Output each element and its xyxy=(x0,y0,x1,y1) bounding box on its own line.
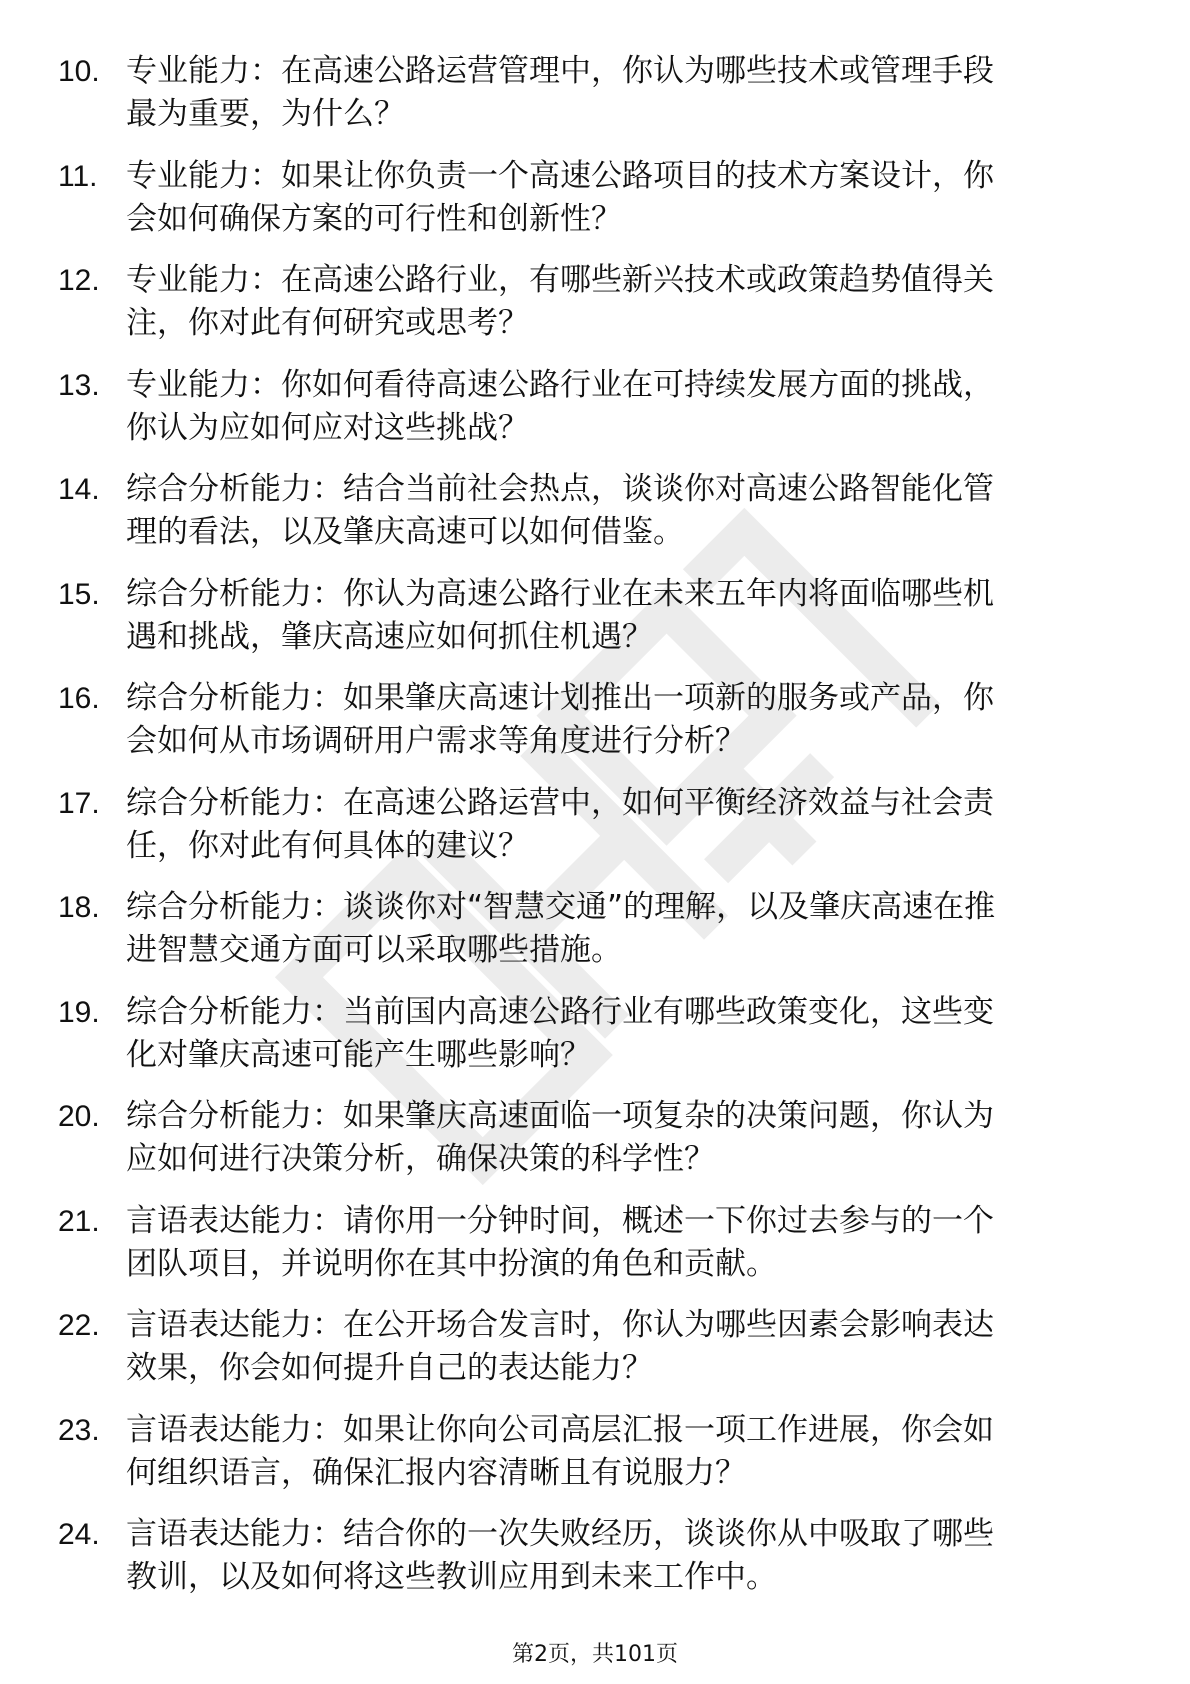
question-item xyxy=(0,1095,1190,1200)
question-item xyxy=(0,573,1190,678)
question-text xyxy=(126,991,1106,1077)
question-text-line: 你认为应如何应对这些挑战？ xyxy=(126,409,529,446)
question-text-line: 言语表达能力：在公开场合发言时，你认为哪些因素会影响表达 xyxy=(126,1307,994,1343)
question-text-line: 遇和挑战，肇庆高速应如何抓住机遇？ xyxy=(126,618,653,655)
question-text xyxy=(126,1513,1106,1599)
question-item xyxy=(0,1409,1190,1514)
question-text-line: 专业能力：在高速公路行业，有哪些新兴技术或政策趋势值得关 xyxy=(126,262,994,298)
question-text-line: 效果，你会如何提升自己的表达能力？ xyxy=(126,1350,653,1386)
question-text-line: 会如何确保方案的可行性和创新性？ xyxy=(126,200,622,237)
question-text xyxy=(126,1200,1106,1286)
question-item xyxy=(0,468,1190,573)
question-text-line: 综合分析能力：结合当前社会热点，谈谈你对高速公路智能化管 xyxy=(126,471,994,507)
question-number: 11. xyxy=(58,159,98,193)
question-item xyxy=(0,155,1190,260)
question-text-line: 言语表达能力：如果让你向公司高层汇报一项工作进展，你会如 xyxy=(126,1411,994,1448)
question-text xyxy=(126,677,1106,763)
question-number: 13. xyxy=(58,368,100,402)
question-number: 16. xyxy=(58,682,100,715)
question-number: 17. xyxy=(58,786,100,820)
question-text-line: 教训，以及如何将这些教训应用到未来工作中。 xyxy=(126,1559,777,1595)
question-list xyxy=(0,50,1190,1618)
question-text-line: 综合分析能力：你认为高速公路行业在未来五年内将面临哪些机 xyxy=(126,575,994,612)
question-text-line: 综合分析能力：如果肇庆高速计划推出一项新的服务或产品，你 xyxy=(126,680,994,716)
question-number: 15. xyxy=(58,577,100,611)
question-text-line: 最为重要，为什么？ xyxy=(126,96,405,132)
question-item xyxy=(0,1513,1190,1618)
question-number: 24. xyxy=(58,1518,100,1551)
question-text-line: 综合分析能力：当前国内高速公路行业有哪些政策变化，这些变 xyxy=(126,993,994,1030)
question-number: 19. xyxy=(58,995,100,1029)
question-number: 18. xyxy=(58,891,100,924)
question-text-line: 专业能力：你如何看待高速公路行业在可持续发展方面的挑战， xyxy=(126,366,994,403)
question-text-line: 团队项目，并说明你在其中扮演的角色和贡献。 xyxy=(126,1245,777,1282)
question-text xyxy=(126,1095,1106,1181)
question-text xyxy=(126,155,1106,241)
question-item xyxy=(0,364,1190,469)
question-text-line: 会如何从市场调研用户需求等角度进行分析？ xyxy=(126,723,746,759)
question-number: 10. xyxy=(58,55,100,88)
question-text-line: 化对肇庆高速可能产生哪些影响？ xyxy=(126,1036,591,1073)
question-item xyxy=(0,991,1190,1096)
question-text-line: 注，你对此有何研究或思考？ xyxy=(126,305,529,341)
question-text xyxy=(126,364,1106,450)
question-text-line: 应如何进行决策分析，确保决策的科学性？ xyxy=(126,1141,715,1177)
question-item xyxy=(0,886,1190,991)
question-item xyxy=(0,782,1190,887)
question-text-line: 言语表达能力：结合你的一次失败经历，谈谈你从中吸取了哪些 xyxy=(126,1516,994,1552)
question-text xyxy=(126,259,1106,345)
question-number: 20. xyxy=(58,1100,100,1133)
question-text-line: 综合分析能力：如果肇庆高速面临一项复杂的决策问题，你认为 xyxy=(126,1098,994,1134)
question-number: 12. xyxy=(58,264,100,297)
question-text-line: 专业能力：在高速公路运营管理中，你认为哪些技术或管理手段 xyxy=(126,53,994,89)
question-text xyxy=(126,886,1106,972)
question-item xyxy=(0,677,1190,782)
question-text xyxy=(126,468,1106,554)
question-text-line: 专业能力：如果让你负责一个高速公路项目的技术方案设计，你 xyxy=(126,157,994,194)
question-item xyxy=(0,50,1190,155)
question-number: 21. xyxy=(58,1204,100,1238)
question-text-line: 进智慧交通方面可以采取哪些措施。 xyxy=(126,932,622,968)
question-text xyxy=(126,782,1106,868)
question-text-line: 何组织语言，确保汇报内容清晰且有说服力？ xyxy=(126,1454,746,1491)
page-indicator: 第2页，共101页 xyxy=(512,1642,678,1667)
question-text xyxy=(126,1409,1106,1495)
question-text xyxy=(126,1304,1106,1390)
question-item xyxy=(0,1200,1190,1305)
question-number: 23. xyxy=(58,1413,100,1447)
question-item xyxy=(0,259,1190,364)
question-text-line: 综合分析能力：谈谈你对“智慧交通”的理解，以及肇庆高速在推 xyxy=(126,889,996,925)
question-text xyxy=(126,50,1106,136)
question-text-line: 言语表达能力：请你用一分钟时间，概述一下你过去参与的一个 xyxy=(126,1202,994,1239)
question-number: 22. xyxy=(58,1309,100,1342)
question-text-line: 综合分析能力：在高速公路运营中，如何平衡经济效益与社会责 xyxy=(126,784,994,821)
question-text xyxy=(126,573,1106,659)
question-item xyxy=(0,1304,1190,1409)
question-text-line: 任，你对此有何具体的建议？ xyxy=(126,827,529,864)
question-number: 14. xyxy=(58,473,100,506)
question-text-line: 理的看法，以及肇庆高速可以如何借鉴。 xyxy=(126,514,684,550)
